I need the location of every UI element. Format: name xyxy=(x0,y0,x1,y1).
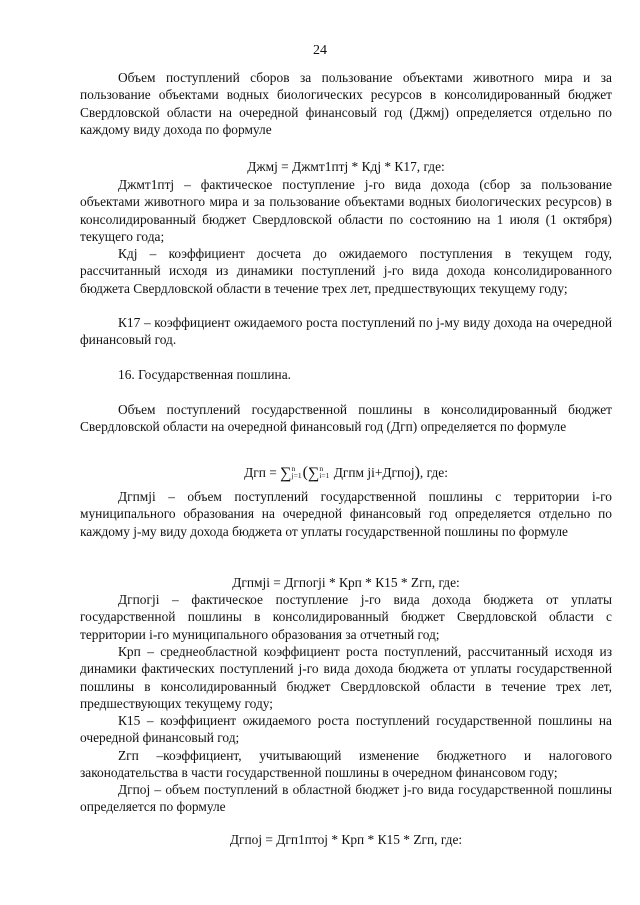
definition-dgpogji: Дгпогji – фактическое поступление j-го вида дохода бюджета от уплаты государственной пошлины в консолидированный бюджет Свердловской области с территории i-го муниципального образования за отчетный год; xyxy=(80,592,612,642)
inner-lower-limit: i=1 xyxy=(319,471,330,480)
sum-symbol-outer: ∑ xyxy=(280,465,292,482)
formula-dgpmji: Дгпмji = Дгпогji * Крп * К15 * Zгп, где: xyxy=(232,575,460,590)
open-paren: ( xyxy=(302,464,308,481)
section-heading-16: 16. Государственная пошлина. xyxy=(118,367,291,382)
page-number: 24 xyxy=(313,43,327,58)
formula-dgp-term: Дгпм ji+Дгпоj xyxy=(330,465,415,480)
close-paren: ) xyxy=(414,464,420,481)
definition-dgpmji: Дгпмji – объем поступлений государственной пошлины с территории i-го муниципального образования на очередной финансовый год определяется отдельно по каждому j-му виду дохода бюджета от уплаты государственной пошлины по формуле xyxy=(80,489,612,539)
outer-upper-limit: n xyxy=(291,463,296,473)
definition-djmt1ptj: Джмт1птj – фактическое поступление j-го вида дохода (сбор за пользование объектами животного мира и за пользование объектами водных биологических ресурсов) в консолидированный бюджет Свердловской области по состоянию на 1 июля (1 октября) текущего года; xyxy=(80,177,612,244)
formula-djmj: Джмj = Джмт1птj * Кдj * К17, где: xyxy=(247,159,445,174)
definition-k15: К15 – коэффициент ожидаемого роста поступлений государственной пошлины на очередной финансовый год; xyxy=(80,713,612,746)
definition-k17: К17 – коэффициент ожидаемого роста поступлений по j-му виду дохода на очередной финансовый год. xyxy=(80,315,612,348)
inner-upper-limit: n xyxy=(319,463,324,473)
outer-lower-limit: j=1 xyxy=(291,471,302,480)
paragraph-state-duty: Объем поступлений государственной пошлины в консолидированный бюджет Свердловской области на очередной финансовый год (Дгп) определяется по формуле xyxy=(80,402,612,435)
paragraph-fees-wildlife: Объем поступлений сборов за пользование объектами животного мира и за пользование объектами водных биологических ресурсов в консолидированный бюджет Свердловской области на очередной финансовый год (Джмj) определяется отдельно по каждому виду дохода по формуле xyxy=(80,70,612,137)
formula-dgp-tail: , где: xyxy=(419,465,448,480)
definition-kdj: Кдj – коэффициент досчета до ожидаемого поступления в текущем году, рассчитанный исходя из динамики поступлений j-го вида дохода консолидированного бюджета Свердловской области в течение трех лет, предшествующих текущему году; xyxy=(80,246,612,296)
formula-dgp xyxy=(80,464,612,482)
definition-zgp: Zгп –коэффициент, учитывающий изменение бюджетного и налогового законодательства в части государственной пошлины в очередном финансовом году; xyxy=(80,748,612,781)
definition-dgpoj: Дгпоj – объем поступлений в областной бюджет j-го вида государственной пошлины определяется по формуле xyxy=(80,782,612,815)
definition-krp: Крп – среднеобластной коэффициент роста поступлений, рассчитанный исходя из динамики фактических поступлений j-го вида дохода бюджета от уплаты государственной пошлины в консолидированный бюджет Свердловской области в течение трех лет, предшествующих текущему году; xyxy=(80,644,612,711)
sum-limits-outer xyxy=(292,465,302,480)
sum-symbol-inner: ∑ xyxy=(307,465,320,482)
formula-dgpoj: Дгпоj = Дгп1птоj * Крп * К15 * Zгп, где: xyxy=(229,832,463,847)
sum-limits-inner xyxy=(319,465,329,480)
formula-dgp-lhs: Дгп = xyxy=(244,465,281,480)
